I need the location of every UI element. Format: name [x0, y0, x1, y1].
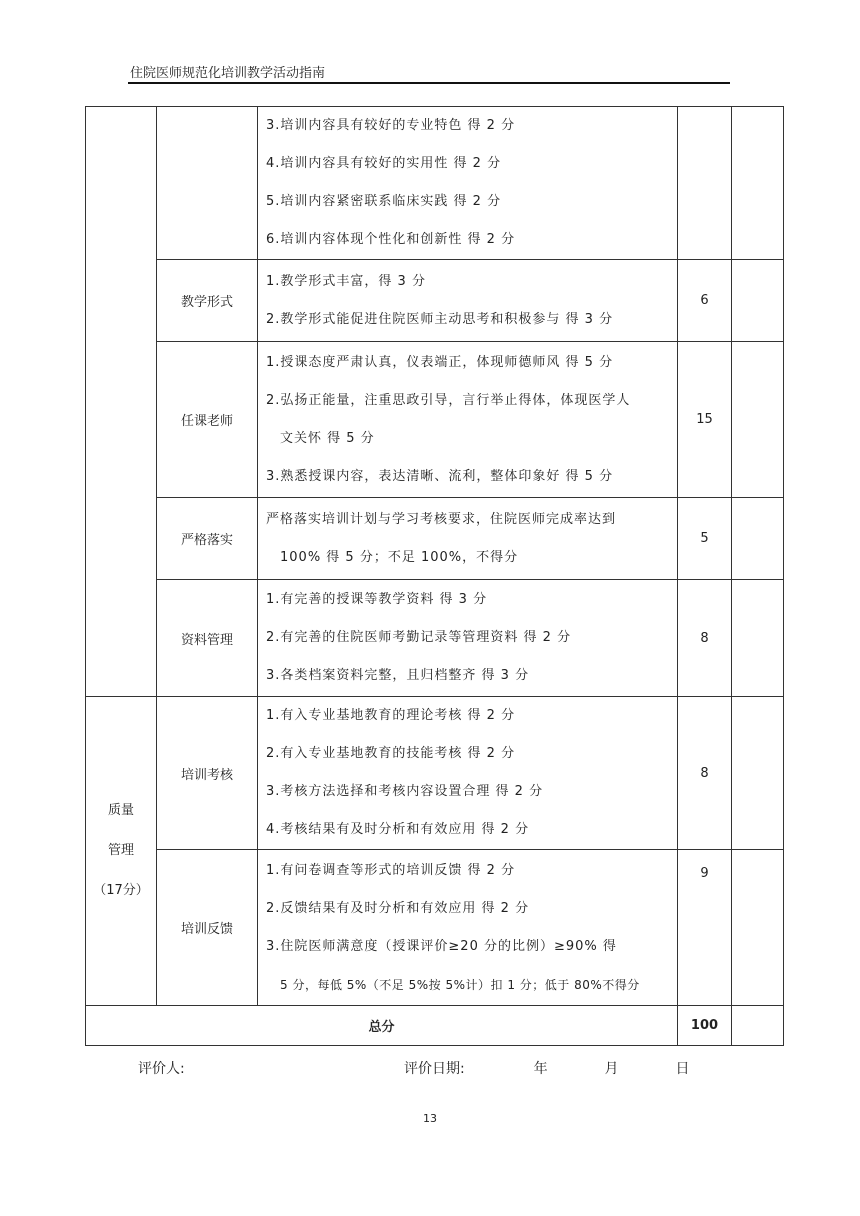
item-cell: 培训反馈 — [157, 850, 258, 1006]
criteria-cell — [258, 580, 678, 697]
criteria-line: 5.培训内容紧密联系临床实践 得 2 分 — [266, 194, 502, 209]
criteria-line: 1.有问卷调查等形式的培训反馈 得 2 分 — [266, 862, 516, 878]
score-cell: 6 — [678, 260, 732, 342]
page-number: 13 — [423, 1112, 437, 1125]
actual-score-cell — [732, 107, 784, 260]
item-cell — [157, 107, 258, 260]
score-cell: 9 — [678, 850, 732, 1006]
score-cell: 8 — [678, 697, 732, 850]
table-row — [86, 342, 784, 498]
score-cell: 8 — [678, 580, 732, 697]
criteria-line: 6.培训内容体现个性化和创新性 得 2 分 — [266, 232, 516, 247]
actual-score-cell — [732, 342, 784, 498]
criteria-line: 3.各类档案资料完整，且归档整齐 得 3 分 — [266, 668, 530, 683]
criteria-line: 4.培训内容具有较好的实用性 得 2 分 — [266, 156, 502, 171]
total-row — [86, 1006, 784, 1046]
category-cell — [86, 697, 157, 1006]
actual-score-cell — [732, 697, 784, 850]
criteria-cell — [258, 260, 678, 342]
criteria-line: 2.有完善的住院医师考勤记录等管理资料 得 2 分 — [266, 630, 572, 645]
category-points: （17分） — [93, 883, 149, 898]
table-row — [86, 260, 784, 342]
criteria-cell — [258, 697, 678, 850]
actual-score-cell — [732, 580, 784, 697]
table-row — [86, 697, 784, 850]
item-cell: 教学形式 — [157, 260, 258, 342]
item-cell: 任课老师 — [157, 342, 258, 498]
day-label: 日 — [675, 1061, 690, 1077]
actual-score-cell — [732, 850, 784, 1006]
criteria-line: 2.弘扬正能量，注重思政引导，言行举止得体，体现医学人 — [266, 392, 631, 408]
table-row — [86, 580, 784, 697]
criteria-line: 5 分，每低 5%（不足 5%按 5%计）扣 1 分；低于 80%不得分 — [280, 977, 640, 992]
criteria-line: 2.有入专业基地教育的技能考核 得 2 分 — [266, 746, 516, 761]
criteria-line: 3.熟悉授课内容，表达清晰、流利，整体印象好 得 5 分 — [266, 468, 614, 484]
criteria-cell — [258, 342, 678, 498]
category-label: 质量 — [107, 803, 134, 818]
criteria-line: 3.考核方法选择和考核内容设置合理 得 2 分 — [266, 784, 544, 799]
month-label: 月 — [604, 1061, 619, 1077]
criteria-line: 严格落实培训计划与学习考核要求，住院医师完成率达到 — [266, 511, 617, 527]
criteria-line: 3.住院医师满意度（授课评价≥20 分的比例）≥90% 得 — [266, 938, 617, 954]
score-cell: 5 — [678, 498, 732, 580]
table-row — [86, 107, 784, 260]
category-cell — [86, 107, 157, 697]
evaluation-table — [85, 106, 784, 1046]
criteria-cell — [258, 850, 678, 1006]
evaluator-label: 评价人: — [138, 1061, 185, 1077]
criteria-line: 2.反馈结果有及时分析和有效应用 得 2 分 — [266, 900, 530, 916]
criteria-line: 4.考核结果有及时分析和有效应用 得 2 分 — [266, 822, 530, 837]
criteria-line: 1.有完善的授课等教学资料 得 3 分 — [266, 592, 488, 607]
criteria-cell — [258, 498, 678, 580]
category-label: 管理 — [107, 843, 134, 858]
criteria-line: 1.授课态度严肃认真，仪表端正，体现师德师风 得 5 分 — [266, 354, 614, 370]
total-label: 总分 — [86, 1006, 678, 1046]
criteria-line: 1.有入专业基地教育的理论考核 得 2 分 — [266, 708, 516, 723]
item-cell: 严格落实 — [157, 498, 258, 580]
item-cell: 培训考核 — [157, 697, 258, 850]
item-cell: 资料管理 — [157, 580, 258, 697]
actual-score-cell — [732, 498, 784, 580]
criteria-line: 文关怀 得 5 分 — [280, 430, 375, 446]
score-cell — [678, 107, 732, 260]
criteria-cell — [258, 107, 678, 260]
total-actual-score-cell — [732, 1006, 784, 1046]
table-row — [86, 498, 784, 580]
criteria-line: 2.教学形式能促进住院医师主动思考和积极参与 得 3 分 — [266, 311, 614, 327]
criteria-line: 100% 得 5 分；不足 100%，不得分 — [280, 549, 519, 565]
year-label: 年 — [533, 1061, 548, 1077]
evaluation-date — [404, 1058, 689, 1078]
total-score: 100 — [678, 1006, 732, 1046]
table-row — [86, 850, 784, 1006]
page-header-title: 住院医师规范化培训教学活动指南 — [130, 66, 326, 81]
criteria-line: 3.培训内容具有较好的专业特色 得 2 分 — [266, 118, 516, 133]
actual-score-cell — [732, 260, 784, 342]
header-rule — [128, 82, 730, 84]
date-label: 评价日期: — [404, 1061, 465, 1077]
score-cell: 15 — [678, 342, 732, 498]
criteria-line: 1.教学形式丰富，得 3 分 — [266, 273, 426, 289]
